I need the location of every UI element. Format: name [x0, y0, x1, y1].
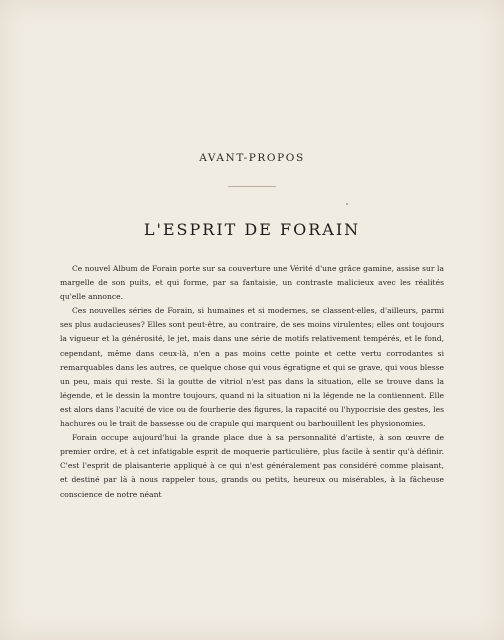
paragraph-1: Ce nouvel Album de Forain porte sur sa couverture une Vérité d'une grâce gamine, assise sur la margelle de son puits, et qui forme, par sa fantaisie, un contraste malicieux avec les réalités qu'elle annonce.: [60, 264, 444, 302]
section-heading: AVANT-PROPOS: [199, 152, 305, 164]
paragraph-2: Ces nouvelles séries de Forain, si humaines et si modernes, se classent-elles, d'ailleurs, parmi ses plus audacieuses? Elles sont peut-être, au contraire, de ses moins virulentes; elles ont toujours la vigueur et la générosité, le jet, mais dans une série de motifs relativement tempérés, et le fond, cependant, même dans ceux-là, n'en a pas moins cette pointe et cette vertu corrodantes si remarquables dans les autres, ce quelque chose qui vous égratigne et qui se grave, qui vous blesse un peu, mais qui reste. Si la goutte de vitriol n'est pas dans la situation, elle se trouve dans la légende, et le dessin la montre toujours, quand ni la situation ni la légende ne la contiennent. Elle est alors dans l'acuité de vice ou de fourberie des figures, la rapacité ou l'hypocrisie des gestes, les hachures ou le trait de bassesse ou de crapule qui marquent ou barbouillent les physionomies.: [60, 306, 444, 429]
body-text: [60, 262, 444, 502]
paper-speck: [346, 203, 348, 205]
page-title: L'ESPRIT DE FORAIN: [143, 220, 361, 239]
paragraph-3: Forain occupe aujourd'hui la grande place due à sa personnalité d'artiste, à son œuvre de premier ordre, et à cet infatigable esprit de moquerie particulière, plus facile à sentir qu'à définir. C'est l'esprit de plaisanterie appliqué à ce qui n'est généralement pas considéré comme plaisant, et destiné par là à nous rappeler tous, grands ou petits, heureux ou misérables, à la fâcheuse conscience de notre néant: [60, 433, 444, 499]
heading-divider: [228, 186, 276, 187]
